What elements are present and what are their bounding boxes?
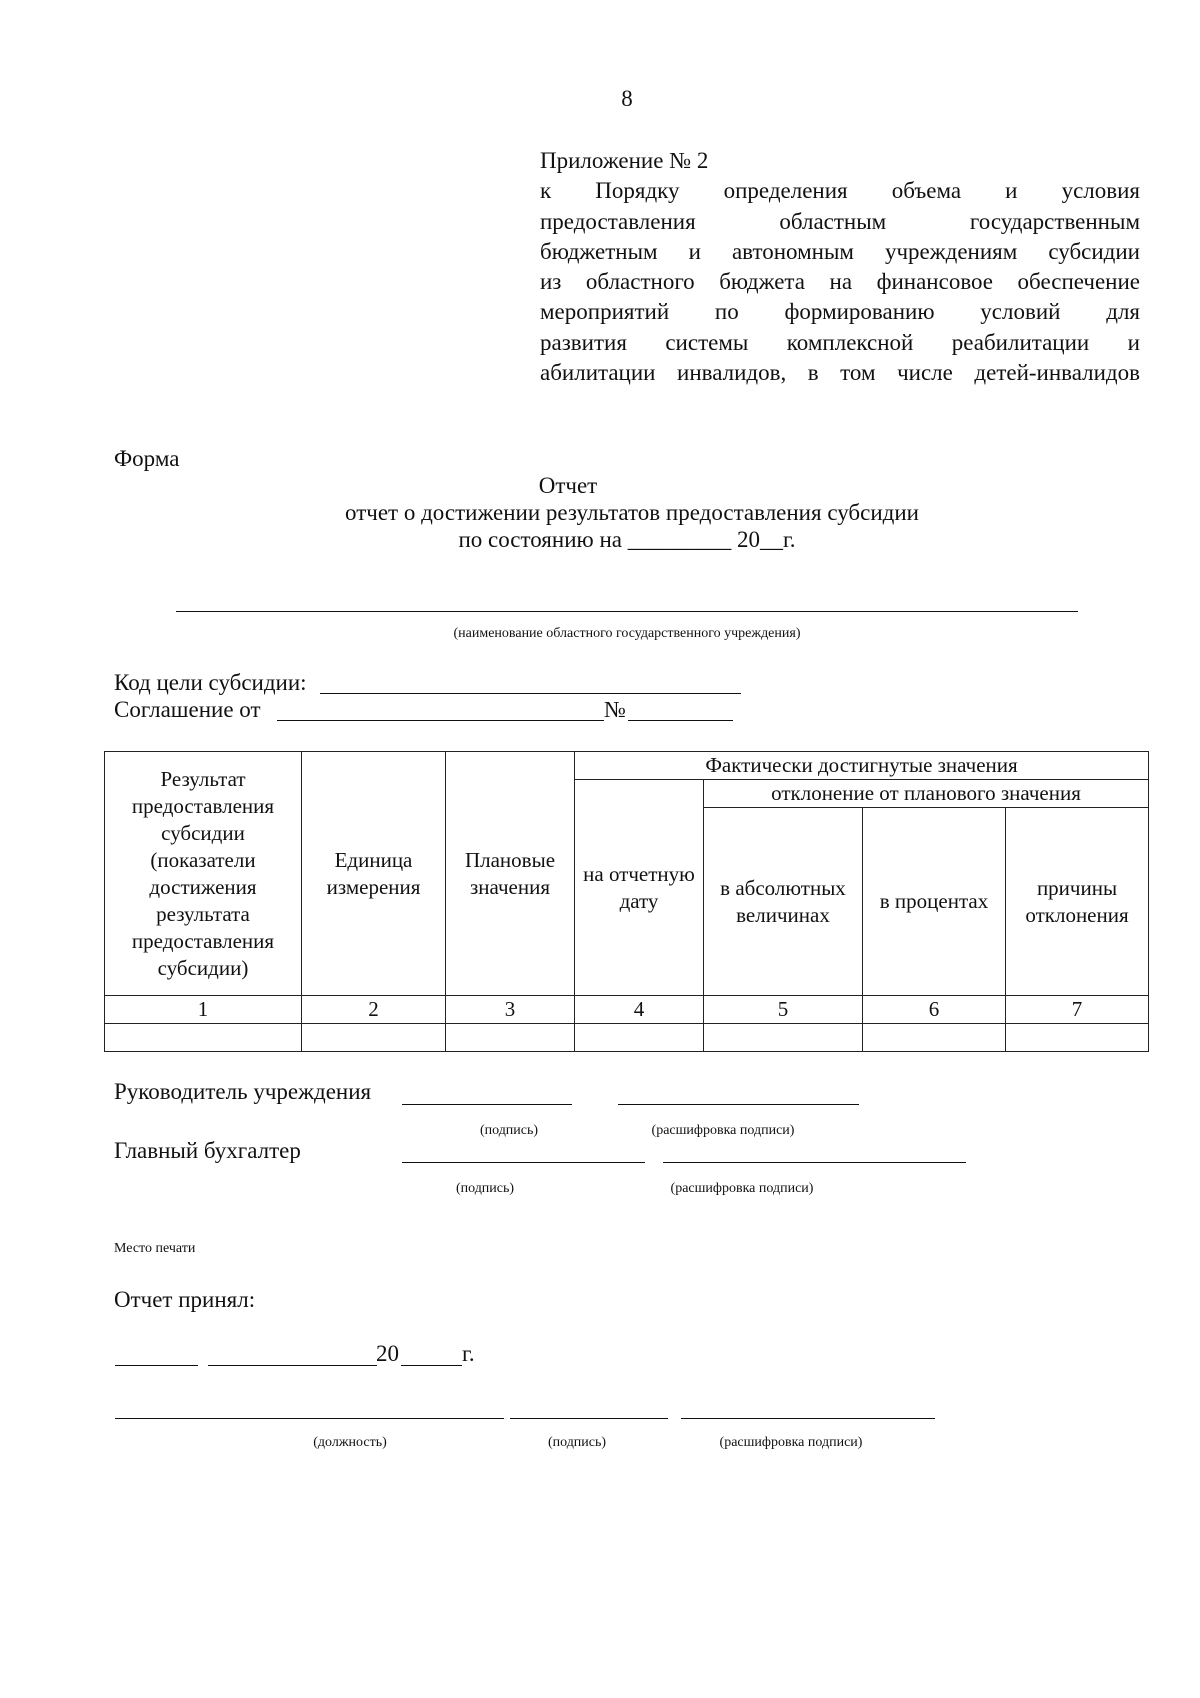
institution-name-field[interactable]	[176, 611, 1078, 612]
accepted-decoding-field[interactable]	[681, 1418, 935, 1419]
column-number: 3	[446, 996, 575, 1024]
report-date-line: по состоянию на _________ 20__г.	[458, 527, 796, 552]
accountant-label: Главный бухгалтер	[114, 1138, 301, 1163]
year-suffix: г.	[462, 1341, 475, 1366]
signature-caption: (подпись)	[479, 1123, 539, 1138]
table-cell[interactable]	[105, 1024, 302, 1052]
column-numbers-row	[105, 996, 1149, 1024]
column-number: 4	[575, 996, 704, 1024]
column-number: 2	[302, 996, 446, 1024]
position-field[interactable]	[115, 1418, 504, 1419]
appendix-line: к Порядку определения объема и условия	[540, 178, 1140, 204]
header-reasons: причины отклонения	[1006, 808, 1149, 996]
accepted-day-field[interactable]	[115, 1365, 198, 1366]
accepted-year-field[interactable]	[401, 1365, 462, 1366]
accepted-signature-field[interactable]	[510, 1418, 668, 1419]
column-number: 7	[1006, 996, 1149, 1024]
accepted-label: Отчет принял:	[114, 1287, 256, 1312]
appendix-line: предоставления областным государственным	[540, 208, 1140, 234]
report-title: Отчет	[538, 473, 598, 498]
column-number: 1	[105, 996, 302, 1024]
header-deviation: отклонение от планового значения	[704, 780, 1149, 808]
header-planned: Плановые значения	[446, 752, 575, 996]
appendix-line: мероприятий по формированию условий для	[540, 299, 1140, 325]
header-percent: в процентах	[863, 808, 1006, 996]
head-signature-field[interactable]	[402, 1104, 572, 1105]
head-decoding-field[interactable]	[618, 1104, 859, 1105]
appendix-line: из областного бюджета на финансовое обеспечение	[540, 269, 1140, 295]
column-number: 6	[863, 996, 1006, 1024]
accountant-decoding-field[interactable]	[663, 1162, 966, 1163]
form-label: Форма	[114, 446, 180, 471]
agreement-label: Соглашение от	[114, 697, 261, 722]
column-number: 5	[704, 996, 863, 1024]
accepted-month-field[interactable]	[208, 1365, 377, 1366]
signature-caption: (подпись)	[455, 1181, 515, 1196]
table-cell[interactable]	[704, 1024, 863, 1052]
head-label: Руководитель учреждения	[114, 1079, 372, 1104]
decoding-caption: (расшифровка подписи)	[719, 1435, 863, 1450]
table-cell[interactable]	[302, 1024, 446, 1052]
appendix-line: абилитации инвалидов, в том числе детей-инвалидов	[540, 360, 1140, 386]
subsidy-code-field[interactable]	[320, 693, 741, 694]
decoding-caption: (расшифровка подписи)	[670, 1181, 814, 1196]
seal-label: Место печати	[114, 1241, 196, 1256]
subsidy-code-label: Код цели субсидии:	[114, 670, 307, 695]
appendix-line: бюджетным и автономным учреждениям субсидии	[540, 238, 1140, 264]
header-reporting-date: на отчетную дату	[575, 780, 704, 996]
header-absolute: в абсолютных величинах	[704, 808, 863, 996]
header-unit: Единица измерения	[302, 752, 446, 996]
table-cell[interactable]	[575, 1024, 704, 1052]
report-subtitle: отчет о достижении результатов предоставления субсидии	[345, 500, 919, 525]
appendix-line: Приложение № 2	[540, 148, 709, 173]
institution-caption: (наименование областного государственного учреждения)	[453, 626, 801, 641]
year-prefix: 20	[376, 1341, 399, 1366]
signature-caption: (подпись)	[547, 1435, 607, 1450]
table-cell[interactable]	[863, 1024, 1006, 1052]
decoding-caption: (расшифровка подписи)	[651, 1123, 795, 1138]
agreement-number-field[interactable]	[628, 720, 733, 721]
appendix-header	[540, 146, 1140, 388]
agreement-date-field[interactable]	[277, 720, 604, 721]
position-caption: (должность)	[313, 1435, 387, 1450]
table-cell[interactable]	[1006, 1024, 1149, 1052]
header-result: Результат предоставления субсидии (показатели достижения результата предоставления субсидии)	[105, 752, 302, 996]
page-number: 8	[621, 86, 633, 111]
appendix-line: развития системы комплексной реабилитации и	[540, 329, 1140, 355]
results-table	[104, 751, 1149, 1052]
table-row	[105, 1024, 1149, 1052]
accountant-signature-field[interactable]	[402, 1162, 645, 1163]
agreement-number-sign: №	[604, 697, 626, 722]
table-cell[interactable]	[446, 1024, 575, 1052]
header-actual-values: Фактически достигнутые значения	[575, 752, 1149, 780]
